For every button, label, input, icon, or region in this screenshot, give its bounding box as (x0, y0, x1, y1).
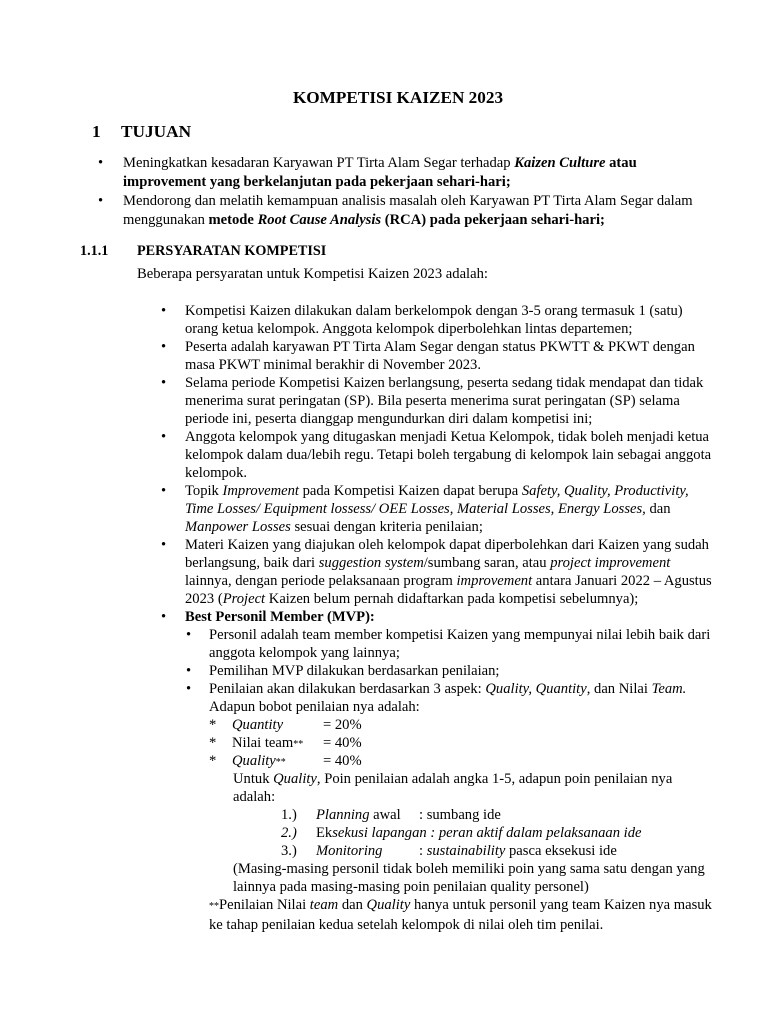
mvp-text: , dan Nilai (586, 681, 652, 697)
goal-text-bold: atau improvement yang berkelanjutan pada pekerjaan sehari-hari; (123, 155, 637, 190)
goal-item (92, 154, 712, 192)
mvp-text: Penilaian akan dilakukan berdasarkan 3 aspek: (209, 681, 486, 697)
weight-value: = 20% (323, 717, 362, 733)
weight-mark: ** (293, 739, 304, 750)
weight-label (232, 752, 286, 772)
mvp-item (185, 680, 712, 896)
requirement-text: Kaizen belum pernah didaftarkan pada kompetisi sebelumnya); (265, 591, 639, 607)
goal-text-bold: (RCA) pada pekerjaan sehari-hari; (381, 212, 605, 228)
requirement-item-mvp (137, 608, 712, 934)
requirement-italic: Project (222, 591, 266, 607)
subsection-heading-persyaratan (80, 243, 326, 261)
requirement-text: Topik (185, 483, 223, 499)
score-row (209, 806, 712, 824)
section-heading-tujuan (92, 121, 191, 142)
score-term: Monitoring (316, 843, 383, 859)
subsection-number: 1.1.1 (80, 243, 109, 259)
score-description (419, 842, 617, 860)
footnote-mark: ** (209, 901, 219, 912)
quality-note-text: Untuk (233, 771, 274, 787)
weight-row (209, 752, 712, 770)
mvp-heading: Best Personil Member (MVP): (185, 609, 375, 625)
weight-label-text: Quality (232, 753, 276, 769)
requirement-italic: Manpower Losses (185, 519, 291, 535)
quality-note (209, 770, 712, 806)
requirement-item (137, 536, 712, 608)
requirement-text: sesuai dengan kriteria penilaian; (290, 519, 483, 535)
requirement-text: antara Januari 2022 – Agustus 2023 ( (185, 573, 712, 607)
requirement-item (137, 338, 712, 374)
score-number: 2.) (281, 825, 297, 841)
score-description-text: pasca eksekusi ide (505, 843, 617, 859)
score-term (316, 824, 641, 842)
footnote (185, 896, 712, 934)
requirement-text: Materi Kaizen yang diajukan oleh kelompok dapat diperbolehkan dari Kaizen yang sudah berlangsung, baik dari (185, 537, 709, 571)
mvp-item (185, 626, 712, 662)
footnote-italic: Quality (366, 897, 411, 913)
weight-bullet: * (209, 753, 217, 769)
weight-row (209, 716, 712, 734)
requirement-text: dan (645, 501, 671, 517)
weight-label-text: Nilai team (232, 735, 294, 751)
requirement-italic: improvement (456, 573, 533, 589)
quality-note-text: , Poin penilaian adalah angka 1-5, adapun poin penilaian nya adalah: (233, 771, 673, 805)
weight-bullet: * (209, 717, 217, 733)
requirement-text: Peserta adalah karyawan PT Tirta Alam Segar dengan status PKWTT & PKWT dengan masa PKWT minimal berakhir di November 2023. (185, 339, 695, 373)
document-title: KOMPETISI KAIZEN 2023 (292, 88, 504, 107)
requirement-text: /sumbang saran, atau (423, 555, 551, 571)
mvp-item (185, 662, 712, 680)
score-row (209, 842, 712, 860)
requirement-item (137, 482, 712, 536)
score-term-italic: sekusi lapangan : peran aktif dalam pelaksanaan ide (332, 825, 642, 841)
footnote-text: Penilaian Nilai (219, 897, 310, 913)
score-description-text: : (419, 843, 427, 859)
requirement-text: lainnya, dengan periode pelaksanaan program (185, 573, 457, 589)
weight-label (232, 734, 303, 754)
goals-list (92, 154, 712, 230)
goal-text-emphasis: Kaizen Culture (514, 155, 606, 171)
parenthetical-note: (Masing-masing personil tidak boleh memiliki poin yang sama satu dengan yang lainnya pada masing-masing poin penilaian quality personel) (233, 861, 705, 895)
requirement-italic: Safety, Quality, Productivity, Time Losses/ Equipment lossess/ OEE Losses, Material Losses, Energy Losses, (185, 483, 689, 517)
requirement-italic: project improvement (550, 555, 671, 571)
requirement-text: Kompetisi Kaizen dilakukan dalam berkelompok dengan 3-5 orang termasuk 1 (satu) orang ketua kelompok. Anggota kelompok diperbolehkan lintas departemen; (185, 303, 683, 337)
mvp-text: Adapun bobot penilaian nya adalah: (209, 699, 420, 715)
score-term (316, 806, 401, 824)
score-number: 3.) (281, 843, 297, 859)
mvp-italic: Quality, Quantity (485, 681, 587, 697)
goal-item (92, 192, 712, 230)
footnote-italic: team (309, 897, 339, 913)
score-description-italic: sustainability (426, 843, 506, 859)
requirement-text: Anggota kelompok yang ditugaskan menjadi Ketua Kelompok, tidak boleh menjadi ketua kelompok dalam dua/lebih regu. Tetapi boleh tergabung di kelompok lain sebagai anggota kelompok. (185, 429, 712, 481)
section-title: TUJUAN (121, 122, 192, 141)
footnote-text: hanya untuk personil yang team Kaizen nya masuk ke tahap penilaian kedua setelah kelompok di nilai oleh tim penilai. (209, 897, 712, 933)
goal-text-emphasis: Root Cause Analysis (257, 212, 382, 228)
weight-row (209, 734, 712, 752)
requirement-item (137, 428, 712, 482)
weight-label-text: Quantity (232, 717, 284, 733)
intro-paragraph: Beberapa persyaratan untuk Kompetisi Kaizen 2023 adalah: (137, 266, 488, 282)
requirement-item (137, 374, 712, 428)
footnote-text: dan (338, 897, 367, 913)
goal-text: Meningkatkan kesadaran Karyawan PT Tirta Alam Segar terhadap (123, 155, 515, 171)
score-row (209, 824, 712, 842)
requirements-list (137, 302, 712, 934)
mvp-text: Personil adalah team member kompetisi Kaizen yang mempunyai nilai lebih baik dari anggota kelompok yang lainnya; (209, 627, 711, 661)
weight-value: = 40% (323, 735, 362, 751)
weight-bullet: * (209, 735, 217, 751)
mvp-italic: Team. (651, 681, 687, 697)
requirement-text: Selama periode Kompetisi Kaizen berlangsung, peserta sedang tidak mendapat dan tidak menerima surat peringatan (SP). Bila peserta menerima surat peringatan (SP) selama periode ini, peserta dianggap mengundurkan diri dalam kompetisi ini; (185, 375, 704, 427)
goal-text: Mendorong dan melatih kemampuan analisis masalah oleh Karyawan PT Tirta Alam Segar dalam menggunakan (123, 193, 693, 228)
goal-text-bold: metode (208, 212, 258, 228)
weight-mark: ** (275, 757, 286, 768)
score-term-italic: Planning (316, 807, 370, 823)
requirement-text: pada Kompetisi Kaizen dapat berupa (298, 483, 522, 499)
requirement-item (137, 302, 712, 338)
score-term-text: Ek (316, 825, 333, 841)
score-description: : sumbang ide (419, 807, 501, 823)
subsection-title: PERSYARATAN KOMPETISI (137, 243, 327, 259)
weight-label (232, 716, 283, 736)
mvp-text: Pemilihan MVP dilakukan berdasarkan penilaian; (209, 663, 500, 679)
quality-note-italic: Quality (273, 771, 317, 787)
weight-value: = 40% (323, 753, 362, 769)
section-number: 1 (92, 122, 101, 141)
mvp-list (185, 626, 712, 896)
requirement-italic: suggestion system (318, 555, 424, 571)
requirement-italic: Improvement (222, 483, 299, 499)
score-term-text: awal (369, 807, 401, 823)
score-number: 1.) (281, 807, 297, 823)
